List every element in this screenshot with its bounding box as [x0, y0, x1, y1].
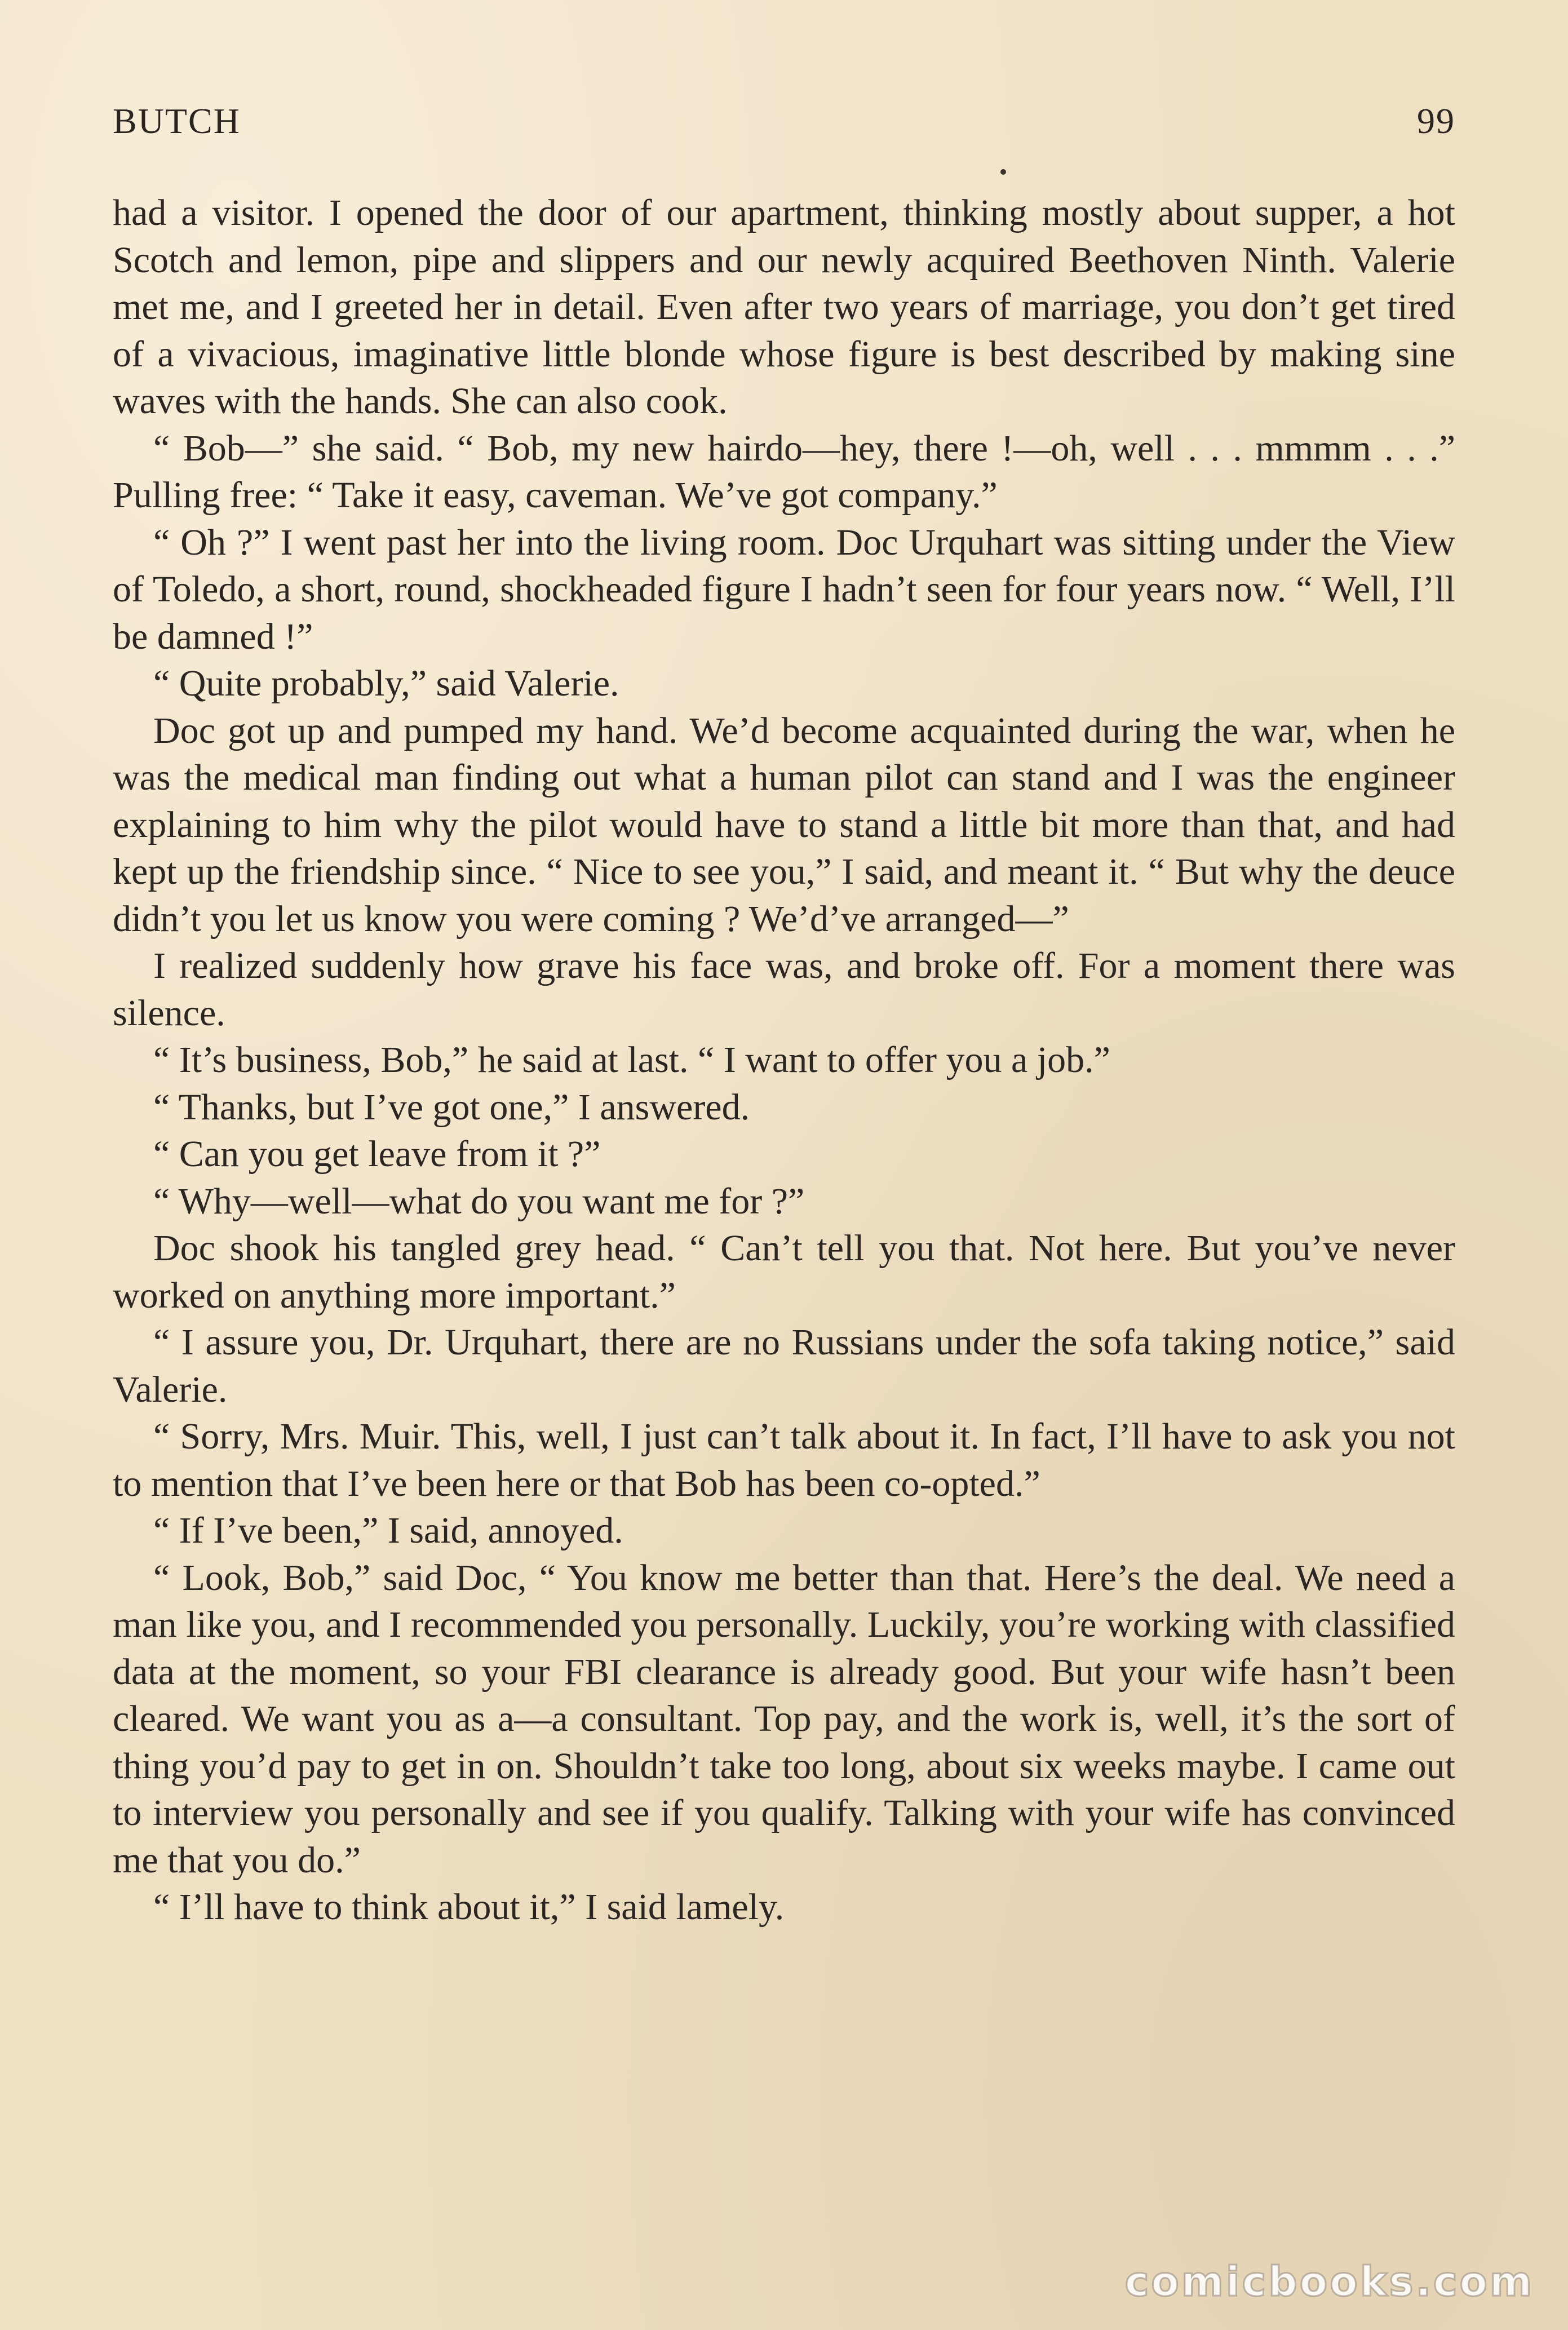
paragraph: “ Quite probably,” said Valerie. [153, 663, 619, 704]
paragraph: “ Sorry, Mrs. Muir. This, well, I just can’t talk about it. In fact, I’ll have to ask you not to mention that I’ve been here or that Bob has been co-opted.” [113, 1416, 1455, 1504]
paragraph: “ I’ll have to think about it,” I said lamely. [153, 1886, 785, 1928]
running-header [113, 100, 1455, 145]
paragraph: “ Can you get leave from it ?” [153, 1133, 601, 1175]
paragraph: I realized suddenly how grave his face was, and broke off. For a moment there was silence. [113, 945, 1455, 1034]
paragraph: “ Oh ?” I went past her into the living room. Doc Urquhart was sitting under the View of Toledo, a short, round, shockheaded figure I hadn’t seen for four years now. “ Well, I’ll be damned !” [113, 521, 1455, 657]
running-title: BUTCH [113, 101, 241, 141]
paragraph: Doc shook his tangled grey head. “ Can’t tell you that. Not here. But you’ve never worked on anything more important.” [113, 1228, 1455, 1316]
paragraph: Doc got up and pumped my hand. We’d become acquainted during the war, when he was the medical man finding out what a human pilot can stand and I was the engineer explaining to him why the pilot would have to stand a little bit more than that, and had kept up the friendship since. “ Nice to see you,” I said, and meant it. “ But why the deuce didn’t you let us know you were coming ? We’d’ve arranged—” [113, 710, 1455, 940]
paragraph: “ Why—well—what do you want me for ?” [153, 1180, 805, 1222]
paragraph: “ Look, Bob,” said Doc, “ You know me better than that. Here’s the deal. We need a man like you, and I recommended you personally. Luckily, you’re working with classified data at the moment, so your FBI clearance is already good. But your wife hasn’t been cleared. We want you as a—a consultant. Top pay, and the work is, well, it’s the sort of thing you’d pay to get in on. Shouldn’t take too long, about six weeks maybe. I came out to interview you personally and see if you qualify. Talking with your wife has convinced me that you do.” [113, 1557, 1455, 1881]
watermark: comicbooks.com [1124, 2258, 1534, 2305]
paragraph: “ It’s business, Bob,” he said at last. “ I want to offer you a job.” [153, 1039, 1110, 1080]
paragraph: “ If I’ve been,” I said, annoyed. [153, 1510, 623, 1551]
paragraph: “ Bob—” she said. “ Bob, my new hairdo—hey, there !—oh, well . . . mmmm . . .” Pulling free: “ Take it easy, caveman. We’ve got company.” [113, 427, 1455, 516]
paragraph: “ I assure you, Dr. Urquhart, there are no Russians under the sofa taking notice,” said Valerie. [113, 1322, 1455, 1410]
page-number: 99 [1417, 101, 1455, 141]
body-text [113, 189, 1455, 1931]
ink-speck [1000, 169, 1006, 175]
paragraph: had a visitor. I opened the door of our apartment, thinking mostly about supper, a hot Scotch and lemon, pipe and slippers and our newly acquired Beethoven Ninth. Valerie met me, and I greeted her in detail. Even after two years of marriage, you don’t get tired of a vivacious, imaginative little blonde whose figure is best described by making sine waves with the hands. She can also cook. [113, 192, 1455, 422]
paragraph: “ Thanks, but I’ve got one,” I answered. [153, 1086, 750, 1128]
